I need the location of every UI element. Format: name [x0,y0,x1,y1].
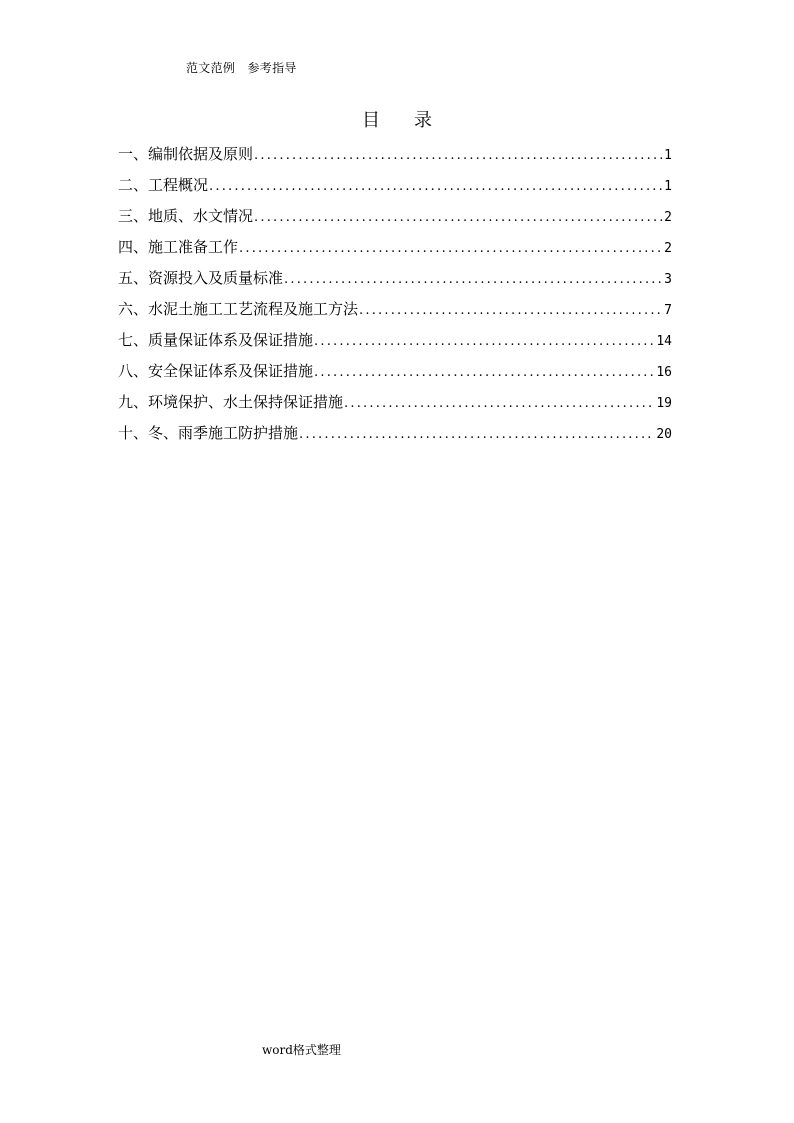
toc-leader-dots [254,207,663,229]
toc-entry-title: 环境保护、水土保持保证措施 [148,393,344,411]
toc-entry-number: 九、 [118,393,149,411]
toc-entry-page: 1 [664,148,672,163]
toc-entry-title: 安全保证体系及保证措施 [148,362,314,380]
toc-title-part2: 录 [414,110,432,131]
toc-entry-page: 3 [664,272,672,287]
toc-entry-title: 工程概况 [148,176,209,194]
toc-entry-page: 20 [656,427,672,442]
toc-entry-title: 水泥土施工工艺流程及施工方法 [148,300,359,318]
toc-entry-number: 三、 [118,207,149,225]
toc-entry[interactable] [118,205,672,236]
toc-entry-number: 五、 [118,269,149,287]
toc-entry-number: 一、 [118,145,149,163]
toc-entry-number: 六、 [118,300,149,318]
toc-leader-dots [209,176,663,198]
page-header: 范文范例 参考指导 [186,61,297,75]
toc-entry-number: 四、 [118,238,149,256]
toc-leader-dots [314,362,655,384]
toc-entry-number: 十、 [118,424,149,442]
table-of-contents [118,143,672,453]
toc-entry-title: 编制依据及原则 [148,145,254,163]
toc-entry[interactable] [118,422,672,453]
toc-leader-dots [344,393,655,415]
toc-entry-page: 1 [664,179,672,194]
toc-entry-number: 八、 [118,362,149,380]
toc-entry-number: 七、 [118,331,149,349]
toc-leader-dots [239,238,663,260]
toc-entry-title: 资源投入及质量标准 [148,269,284,287]
toc-entry[interactable] [118,329,672,360]
toc-leader-dots [254,145,663,167]
toc-entry[interactable] [118,236,672,267]
toc-entry[interactable] [118,267,672,298]
toc-entry[interactable] [118,391,672,422]
toc-title [0,106,794,132]
toc-entry-page: 16 [656,365,672,380]
toc-entry-page: 19 [656,396,672,411]
toc-entry-number: 二、 [118,176,149,194]
toc-entry-page: 14 [656,334,672,349]
toc-entry-page: 2 [664,241,672,256]
toc-leader-dots [359,300,663,322]
toc-entry-page: 2 [664,210,672,225]
toc-entry-title: 地质、水文情况 [148,207,254,225]
toc-entry[interactable] [118,143,672,174]
toc-entry-title: 冬、雨季施工防护措施 [148,424,299,442]
page-footer: word格式整理 [262,1043,341,1057]
toc-title-part1: 目 [362,110,380,131]
toc-entry-title: 施工准备工作 [148,238,239,256]
toc-leader-dots [284,269,663,291]
toc-leader-dots [314,331,655,353]
toc-entry-page: 7 [664,303,672,318]
toc-leader-dots [299,424,655,446]
toc-entry[interactable] [118,298,672,329]
toc-entry-title: 质量保证体系及保证措施 [148,331,314,349]
toc-entry[interactable] [118,360,672,391]
toc-entry[interactable] [118,174,672,205]
